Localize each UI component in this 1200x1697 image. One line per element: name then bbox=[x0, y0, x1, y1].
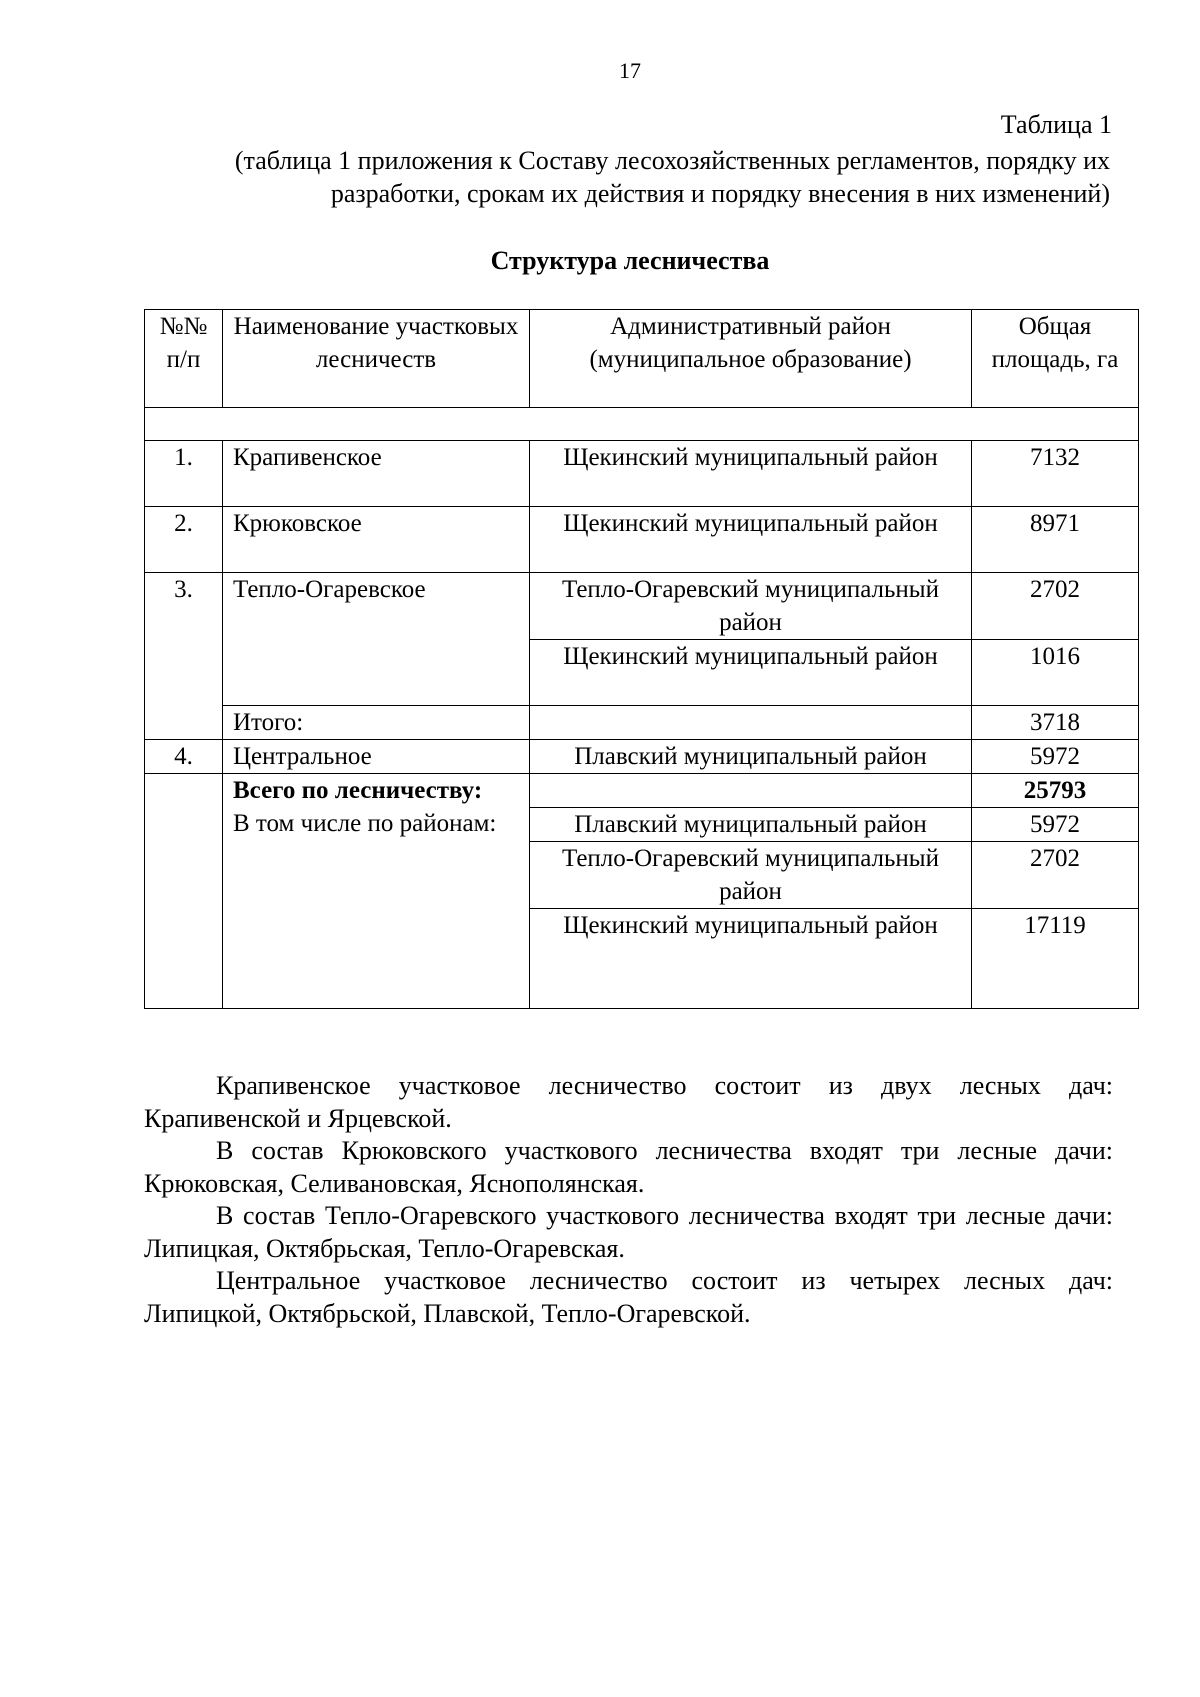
paragraph: Крапивенское участковое лесничество состоит из двух лесных дач: Крапивенской и Ярцевской. bbox=[144, 1071, 1113, 1133]
row-area: 7132 bbox=[972, 441, 1139, 507]
table-spacer-row bbox=[145, 408, 1139, 441]
total-area: 25793 bbox=[972, 774, 1139, 808]
row-subtotal-area: 3718 bbox=[972, 706, 1139, 740]
row-area: 5972 bbox=[972, 740, 1139, 774]
forestry-structure-table bbox=[144, 309, 1139, 1009]
row-area: 5972 bbox=[972, 808, 1139, 842]
row-district: Тепло-Огаревский муниципальный район bbox=[530, 573, 972, 640]
row-district: Щекинский муниципальный район bbox=[530, 640, 972, 706]
table-row bbox=[145, 706, 1139, 740]
header-name: Наименование участковых лесничеств bbox=[223, 310, 530, 408]
table-row bbox=[145, 441, 1139, 507]
row-district: Плавский муниципальный район bbox=[530, 740, 972, 774]
table-header-row bbox=[145, 310, 1139, 408]
row-district-empty bbox=[530, 706, 972, 740]
header-district: Административный район (муниципальное образование) bbox=[530, 310, 972, 408]
table-row bbox=[145, 774, 1139, 808]
paragraph: В состав Тепло-Огаревского участкового лесничества входят три лесные дачи: Липицкая, Октябрьская, Тепло-Огаревская. bbox=[144, 1201, 1113, 1263]
paragraph: Центральное участковое лесничество состоит из четырех лесных дач: Липицкой, Октябрьской, Плавской, Тепло-Огаревской. bbox=[144, 1266, 1113, 1328]
row-name: Центральное bbox=[223, 740, 530, 774]
table-label: Таблица 1 bbox=[1000, 110, 1112, 139]
row-num: 4. bbox=[145, 740, 223, 774]
table-note bbox=[145, 144, 1110, 210]
row-area: 2702 bbox=[972, 842, 1139, 909]
row-district: Плавский муниципальный район bbox=[530, 808, 972, 842]
row-district: Щекинский муниципальный район bbox=[530, 507, 972, 573]
row-name: Крюковское bbox=[223, 507, 530, 573]
page-number: 17 bbox=[619, 58, 641, 83]
row-area: 17119 bbox=[972, 909, 1139, 1009]
table-note-line2: разработки, срокам их действия и порядку внесения в них изменений) bbox=[330, 179, 1110, 208]
row-num: 2. bbox=[145, 507, 223, 573]
header-num: №№ п/п bbox=[145, 310, 223, 408]
row-subtotal-label: Итого: bbox=[223, 706, 530, 740]
table-note-line1: (таблица 1 приложения к Составу лесохозяйственных регламентов, порядку их bbox=[234, 146, 1110, 175]
table-row bbox=[145, 573, 1139, 640]
paragraph: В состав Крюковского участкового лесничества входят три лесные дачи: Крюковская, Селивановская, Яснополянская. bbox=[144, 1136, 1113, 1198]
table-row bbox=[145, 740, 1139, 774]
body-text bbox=[144, 1070, 1113, 1330]
by-district-label: В том числе по районам: bbox=[233, 810, 497, 837]
row-area: 8971 bbox=[972, 507, 1139, 573]
table-title: Структура лесничества bbox=[490, 246, 770, 275]
header-area: Общая площадь, га bbox=[972, 310, 1139, 408]
row-name: Крапивенское bbox=[223, 441, 530, 507]
total-label: Всего по лесничеству: bbox=[233, 777, 483, 804]
total-name-cell bbox=[223, 774, 530, 1009]
table-row bbox=[145, 507, 1139, 573]
spacer-cell bbox=[145, 408, 1139, 441]
row-district: Щекинский муниципальный район bbox=[530, 909, 972, 1009]
row-num: 1. bbox=[145, 441, 223, 507]
row-name: Тепло-Огаревское bbox=[223, 573, 530, 706]
row-district-empty bbox=[530, 774, 972, 808]
row-num: 3. bbox=[145, 573, 223, 740]
row-district: Щекинский муниципальный район bbox=[530, 441, 972, 507]
row-district: Тепло-Огаревский муниципальный район bbox=[530, 842, 972, 909]
row-area: 1016 bbox=[972, 640, 1139, 706]
row-num-empty bbox=[145, 774, 223, 1009]
row-area: 2702 bbox=[972, 573, 1139, 640]
